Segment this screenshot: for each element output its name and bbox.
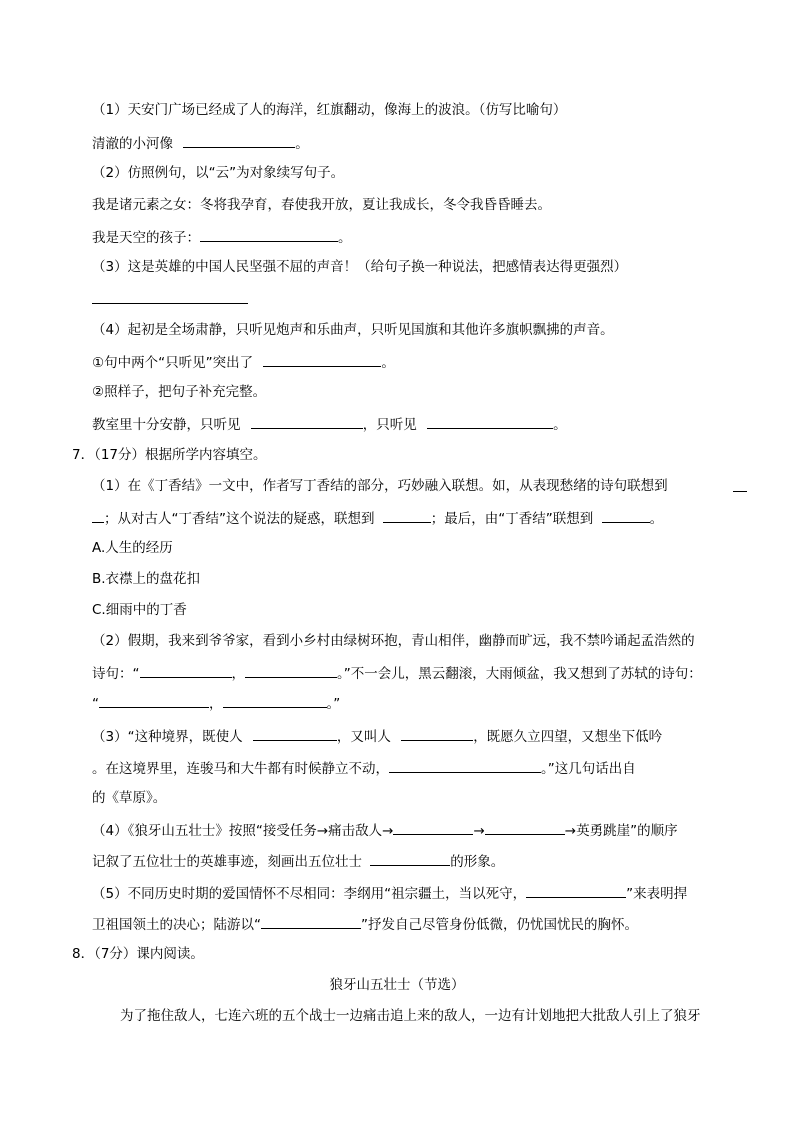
example-sentence xyxy=(92,196,551,214)
question-7-4-end2: 的形象。 xyxy=(450,854,505,870)
question-7-5-text: （5）不同历史时期的爱国情怀不尽相同：李纲用“祖宗疆土，当以死守， xyxy=(92,886,527,902)
option-c xyxy=(92,601,187,619)
question-6-3-text: （3）这是英雄的中国人民坚强不屈的声音！（给句子换一种说法，把感情表达得更强烈） xyxy=(92,259,628,275)
question-6-4-sub2 xyxy=(92,383,266,401)
question-7-2-line3 xyxy=(92,693,340,713)
question-7-heading xyxy=(72,446,267,464)
answer-prefix: 我是天空的孩子： xyxy=(92,230,200,246)
question-7-5-mid: ”来表明捍 xyxy=(626,886,688,902)
answer-blank-1-start[interactable] xyxy=(733,477,747,492)
question-7-3-text3: 。”这几句话出自 xyxy=(541,761,636,777)
question-7-1-end: 。 xyxy=(649,511,664,527)
question-7-1-mid1: ；从对古人“丁香结”这个说法的疑惑，联想到 xyxy=(104,511,375,527)
question-7-5-line1 xyxy=(92,883,687,903)
passage-paragraph-text: 为了拖住敌人，七连六班的五个战士一边痛击追上来的敌人，一边有计划地把大批敌人引上了狼牙 xyxy=(120,1008,701,1024)
question-6-2-text: （2）仿照例句，以“云”为对象续写句子。 xyxy=(92,165,345,181)
question-7-3-text: （3）“这种境界，既使人 xyxy=(92,729,243,745)
answer-blank-1-end[interactable] xyxy=(92,508,104,523)
option-c-text: C.细雨中的丁香 xyxy=(92,602,187,618)
question-6-1-text: （1）天安门广场已经成了人的海洋，红旗翻动，像海上的波浪。（仿写比喻句） xyxy=(92,102,567,118)
answer-blank-3[interactable] xyxy=(370,851,450,866)
question-8-text: 8．（7分）课内阅读。 xyxy=(72,946,204,962)
question-7-3-end: ，既愿久立四望，又想坐下低吟 xyxy=(473,729,663,745)
question-6-1-answer xyxy=(92,133,309,153)
question-7-3-source: 的《草原》。 xyxy=(92,790,167,806)
question-7-3-text2: 。在这境界里，连骏马和大牛都有时候静立不动， xyxy=(92,761,389,777)
answer-blank[interactable] xyxy=(200,227,338,242)
poem-comma: ， xyxy=(209,696,223,712)
answer-blank-2[interactable] xyxy=(485,820,565,835)
answer-blank-1[interactable] xyxy=(253,726,337,741)
question-7-2-text: （2）假期，我来到爷爷家，看到小乡村由绿树环抱，青山相伴，幽静而旷远，我不禁吟诵起孟浩然的 xyxy=(92,633,695,649)
answer-blank-2[interactable] xyxy=(383,508,431,523)
poem-blank-2[interactable] xyxy=(245,663,337,678)
answer-blank-2[interactable] xyxy=(401,726,473,741)
question-7-1-mid2: ；最后，由“丁香结”联想到 xyxy=(430,511,594,527)
answer-mid: ，只听见 xyxy=(362,417,417,433)
answer-suffix: 。 xyxy=(338,230,352,246)
sub2-text: ②照样子，把句子补充完整。 xyxy=(92,384,267,400)
answer-blank[interactable] xyxy=(183,133,295,148)
question-7-1-text: （1）在《丁香结》一文中，作者写丁香结的部分，巧妙融入联想。如，从表现愁绪的诗句联想到 xyxy=(92,478,668,494)
poem-prefix: 诗句：“ xyxy=(92,666,140,682)
answer-blank-2[interactable] xyxy=(427,414,553,429)
question-7-5-line2 xyxy=(92,914,638,934)
option-b xyxy=(92,570,200,588)
poem-comma: ， xyxy=(231,666,245,682)
poem-blank-1[interactable] xyxy=(140,663,232,678)
example-sentence-text: 我是诸元素之女：冬将我孕育，春使我开放，夏让我成长，冬令我昏昏睡去。 xyxy=(92,197,551,213)
passage-title xyxy=(0,976,794,994)
question-7-5-text2: 卫祖国领土的决心；陆游以“ xyxy=(92,917,261,933)
sub1-text: ①句中两个“只听见”突出了 xyxy=(92,355,254,371)
question-7-4-end: →英勇跳崖”的顺序 xyxy=(564,823,678,839)
answer-blank[interactable] xyxy=(92,289,248,304)
answer-suffix: 。 xyxy=(381,355,395,371)
answer-blank-1[interactable] xyxy=(251,414,363,429)
passage-title-text: 狼牙山五壮士（节选） xyxy=(329,977,465,993)
question-6-3-answer xyxy=(92,289,248,309)
question-7-2-line2 xyxy=(92,663,702,683)
answer-blank-1[interactable] xyxy=(526,883,626,898)
question-6-2 xyxy=(92,164,344,182)
poem-blank-3[interactable] xyxy=(99,693,209,708)
arrow: → xyxy=(473,823,485,839)
question-7-text: 7．（17分）根据所学内容填空。 xyxy=(72,447,267,463)
question-7-3-line1 xyxy=(92,726,662,746)
answer-blank-2[interactable] xyxy=(261,914,361,929)
question-7-1-line1 xyxy=(92,477,668,495)
option-a xyxy=(92,539,173,557)
answer-suffix: 。 xyxy=(295,136,309,152)
answer-blank-1[interactable] xyxy=(393,820,473,835)
question-6-2-answer xyxy=(92,227,352,247)
question-7-4-text2: 记叙了五位壮士的英雄事迹，刻画出五位壮士 xyxy=(92,854,362,870)
option-a-text: A.人生的经历 xyxy=(92,540,173,556)
question-8-heading xyxy=(72,945,204,963)
question-7-1-line2 xyxy=(92,508,663,528)
question-6-4 xyxy=(92,321,614,339)
question-7-3-mid: ，又叫人 xyxy=(336,729,391,745)
question-6-1 xyxy=(92,101,566,119)
question-6-4-text: （4）起初是全场肃静，只听见炮声和乐曲声，只听见国旗和其他许多旗帜飘拂的声音。 xyxy=(92,322,614,338)
answer-blank[interactable] xyxy=(263,352,381,367)
question-6-4-sub1 xyxy=(92,352,395,372)
answer-suffix: 。 xyxy=(553,417,567,433)
question-6-3 xyxy=(92,258,627,276)
answer-prefix: 教室里十分安静，只听见 xyxy=(92,417,241,433)
question-7-4-line1 xyxy=(92,820,678,840)
question-7-4-text: （4）《狼牙山五壮士》按照“接受任务→痛击敌人→ xyxy=(92,823,394,839)
poem-suffix: 。”不一会儿，黑云翻滚，大雨倾盆，我又想到了苏轼的诗句： xyxy=(337,666,702,682)
question-7-3-line3 xyxy=(92,789,166,807)
poem-open-quote: “ xyxy=(92,696,99,712)
option-b-text: B.衣襟上的盘花扣 xyxy=(92,571,201,587)
poem-blank-4[interactable] xyxy=(223,693,327,708)
question-7-5-end: ”抒发自己尽管身份低微，仍忧国忧民的胸怀。 xyxy=(361,917,638,933)
poem-close-quote: 。” xyxy=(326,696,341,712)
passage-paragraph xyxy=(120,1007,701,1025)
question-6-4-answer xyxy=(92,414,567,434)
question-7-2-line1 xyxy=(92,632,695,650)
answer-prefix: 清澈的小河像 xyxy=(92,136,173,152)
answer-blank-3[interactable] xyxy=(389,758,541,773)
question-7-1-blank-start xyxy=(733,477,747,497)
question-7-3-line2 xyxy=(92,758,636,778)
answer-blank-3[interactable] xyxy=(602,508,650,523)
question-7-4-line2 xyxy=(92,851,504,871)
